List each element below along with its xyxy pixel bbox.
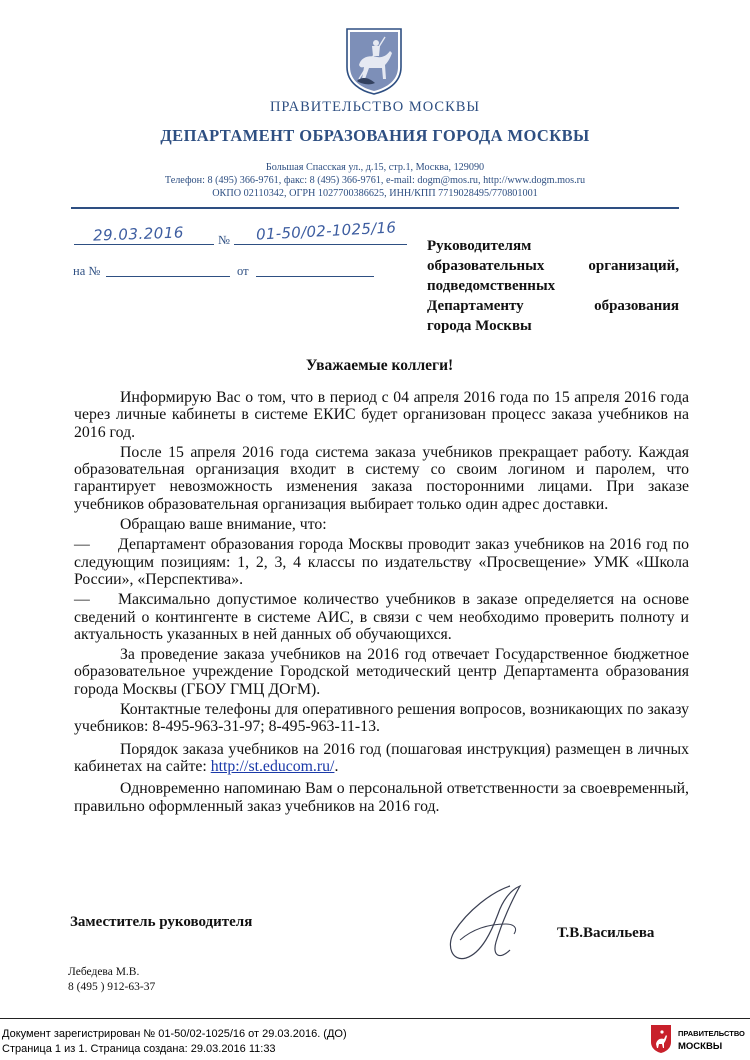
handwritten-signature <box>440 880 535 970</box>
addressee-line: Руководителям <box>427 238 532 254</box>
registration-stamp <box>0 1018 750 1060</box>
reference-date-underline <box>256 276 374 277</box>
registry-codes-line: ОКПО 02110342, ОГРН 1027700386625, ИНН/КПП 7719028495/770801001 <box>212 188 538 199</box>
department-name: ДЕПАРТАМЕНТ ОБРАЗОВАНИЯ ГОРОДА МОСКВЫ <box>160 126 590 145</box>
registration-number: 01-50/02-1025/16 <box>255 218 397 244</box>
addressee-block <box>427 236 679 336</box>
list-item-text: Максимально допустимое количество учебников в заказе определяется на основе сведений о контингенте в системе АИС, в связи с чем необходимо проверить полноту и актуальность указанных в ней данных об обучающихся. <box>74 591 689 643</box>
list-dash: — <box>74 536 90 554</box>
number-label: № <box>218 233 230 247</box>
moscow-coat-of-arms-icon <box>345 27 403 95</box>
number-underline <box>234 244 407 245</box>
paragraph: Обращаю ваше внимание, что: <box>120 516 327 534</box>
paragraph: После 15 апреля 2016 года система заказа учебников прекращает работу. Каждая образовательная организация входит в систему со своим логином и паролем, что гарантирует невозможность изменения заказа посторонними лицами. При заказе учебников образовательная организация выбирает только один адрес доставки. <box>74 443 689 513</box>
list-item <box>74 536 689 588</box>
reference-number-underline <box>106 276 230 277</box>
salutation: Уважаемые коллеги! <box>306 357 454 374</box>
addressee-line: Департаменту образования <box>427 298 679 314</box>
date-underline <box>74 244 214 245</box>
paragraph: Контактные телефоны для оперативного решения вопросов, возникающих по заказу учебников: 8-495-963-31-97; 8-495-963-11-13. <box>74 701 689 736</box>
reference-number-label: на № <box>73 264 101 278</box>
address-line: Большая Спасская ул., д.15, стр.1, Москва, 129090 <box>265 162 485 173</box>
paragraph: За проведение заказа учебников на 2016 год отвечает Государственное бюджетное образовательное учреждение Городской методический центр Департамента образования города Москвы (ГБОУ ГМЦ ДОгМ). <box>74 646 689 698</box>
signatory-name: Т.В.Васильева <box>557 925 655 941</box>
instruction-link[interactable]: http://st.educom.ru/ <box>210 757 335 775</box>
paragraph-end: . <box>334 757 339 775</box>
signatory-position: Заместитель руководителя <box>70 914 253 930</box>
paragraph-text: Порядок заказа учебников на 2016 год (пошаговая инструкция) размещен в личных кабинетах на сайте: <box>74 740 689 775</box>
stamp-logo-text: МОСКВЫ <box>678 1041 723 1052</box>
letter-body <box>74 389 689 815</box>
executor-phone: 8 (495 ) 912-63-37 <box>68 981 156 993</box>
list-item-text: Департамент образования города Москвы проводит заказ учебников на 2016 год по следующим позициям: 1, 2, 3, 4 классы по издательству «Просвещение» УМК «Школа России», «Перспектива». <box>74 536 689 588</box>
stamp-registration-line: Документ зарегистрирован № 01-50/02-1025/16 от 29.03.2016. (ДО) <box>2 1028 347 1040</box>
list-item <box>74 591 689 643</box>
letterhead-divider <box>71 207 679 209</box>
addressee-line: города Москвы <box>427 318 532 334</box>
paragraph <box>74 741 689 776</box>
registration-date: 29.03.2016 <box>92 223 185 245</box>
addressee-line: образовательных организаций, <box>427 258 679 274</box>
reference-date-label: от <box>237 264 249 278</box>
contacts-line: Телефон: 8 (495) 366-9761, факс: 8 (495) 366-9761, e-mail: dogm@mos.ru, http://www.dogm.mos.ru <box>164 175 586 186</box>
list-dash: — <box>74 591 90 609</box>
paragraph: Информирую Вас о том, что в период с 04 апреля 2016 года по 15 апреля 2016 года через личные кабинеты в системе ЕКИС будет организован процесс заказа учебников на 2016 год. <box>74 389 689 441</box>
executor-name: Лебедева М.В. <box>68 966 140 978</box>
moscow-government-logo-icon <box>650 1024 672 1054</box>
government-name: ПРАВИТЕЛЬСТВО МОСКВЫ <box>269 99 481 115</box>
stamp-page-line: Страница 1 из 1. Страница создана: 29.03.2016 11:33 <box>2 1043 276 1055</box>
stamp-logo-text: ПРАВИТЕЛЬСТВО <box>678 1029 745 1038</box>
addressee-line: подведомственных <box>427 278 556 294</box>
paragraph: Одновременно напоминаю Вам о персональной ответственности за своевременный, правильно оформленный заказ учебников на 2016 год. <box>74 780 689 815</box>
